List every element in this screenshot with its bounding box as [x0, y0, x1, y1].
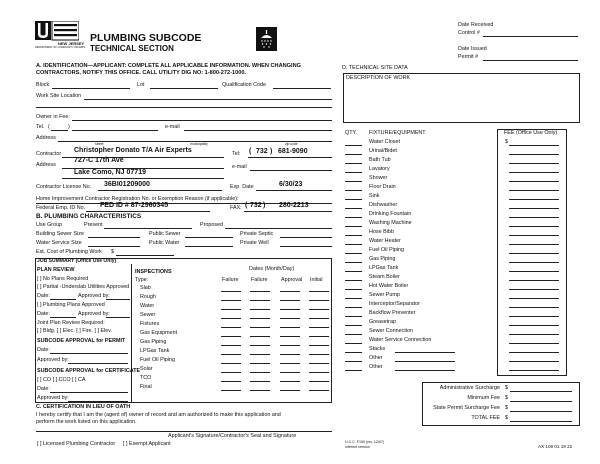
inspection-date-field[interactable] [250, 363, 270, 364]
logo-text: NEW JERSEY [58, 41, 85, 46]
inspection-date-field[interactable] [250, 381, 270, 382]
est-cost-field[interactable] [116, 255, 174, 256]
fixture-header: FIXTURE/EQUIPMENT [369, 130, 426, 136]
inspection-date-field[interactable] [221, 381, 241, 382]
fixture-qty-field[interactable] [345, 190, 362, 191]
inspection-date-field[interactable] [221, 363, 241, 364]
fixture-qty-field[interactable] [345, 316, 362, 317]
fixture-qty-field[interactable] [345, 145, 362, 146]
date-label-4: Date: [37, 386, 50, 392]
fixture-qty-field[interactable] [345, 271, 362, 272]
inspection-date-field[interactable] [250, 318, 270, 319]
fixture-qty-field[interactable] [345, 361, 362, 362]
fixture-qty-field[interactable] [345, 199, 362, 200]
fed-id-value[interactable]: FED ID # 87-2960345 [100, 202, 169, 209]
date-label-1: Date: [37, 293, 50, 299]
date-field-2[interactable] [50, 317, 76, 318]
fixture-extra-field[interactable] [395, 370, 455, 371]
owner-address-label: Address [36, 135, 56, 141]
owner-in-fee-label: Owner in Fee: [36, 114, 70, 120]
fixture-fee-field[interactable] [509, 190, 559, 191]
fixture-fee-field[interactable] [509, 199, 559, 200]
fixture-label: Drinking Fountain [369, 211, 412, 217]
total-field[interactable] [510, 391, 572, 392]
inspection-col-3: Initial [310, 277, 323, 283]
date-received-label: Date Received [458, 22, 494, 28]
qty-header: QTY. [345, 130, 357, 136]
description-of-work-label: DESCRIPTION OF WORK [346, 75, 411, 81]
fixture-label: Lavatory [369, 166, 390, 172]
public-sewer-label: Public Sewer [149, 231, 181, 237]
inspection-date-field[interactable] [309, 345, 329, 346]
inspection-date-field[interactable] [221, 327, 241, 328]
inspection-date-field[interactable] [280, 390, 300, 391]
inspection-date-field[interactable] [309, 381, 329, 382]
inspection-type-0: Slab [140, 285, 151, 291]
fixture-label: Sewer Pump [369, 292, 400, 298]
partial-checkbox[interactable]: [ ] Partial -Underslab Utilities Approved [37, 284, 130, 290]
fixture-label: Water Closet [369, 139, 400, 145]
inspection-date-field[interactable] [250, 309, 270, 310]
inspection-date-field[interactable] [280, 345, 300, 346]
fixture-extra-field[interactable] [395, 361, 455, 362]
inspection-date-field[interactable] [309, 300, 329, 301]
joint-plan-label: Joint Plan Review Required: [37, 320, 105, 326]
fixture-qty-field[interactable] [345, 289, 362, 290]
fixture-qty-field[interactable] [345, 343, 362, 344]
inspection-date-field[interactable] [280, 354, 300, 355]
inspection-date-field[interactable] [221, 390, 241, 391]
total-dollar: $ [505, 415, 508, 421]
license-value[interactable]: 36BI01209000 [104, 181, 150, 188]
contractor-address-line-1[interactable]: 727-C 17th Ave [74, 157, 124, 164]
job-summary-title: JOB SUMMARY (Office Use Only) [37, 258, 117, 264]
inspection-date-field[interactable] [250, 291, 270, 292]
license-field[interactable] [98, 190, 222, 191]
fed-id-label: Federal Emp. ID No. [36, 205, 86, 211]
qualification-code-field[interactable] [273, 88, 331, 89]
dates-header: Dates (Month/Day) [249, 266, 295, 272]
logo-subtext: DEPARTMENT OF COMMUNITY AFFAIRS [35, 46, 85, 49]
inspection-type-9: Solar [140, 366, 153, 372]
inspection-date-field[interactable] [250, 336, 270, 337]
fixture-label: Water Heater [369, 238, 401, 244]
inspection-date-field[interactable] [250, 390, 270, 391]
certification-text-2: perform the work listed on this application. [36, 419, 137, 425]
fixture-label: Water Service Connection [369, 337, 432, 343]
private-septic-label: Private Septic [240, 231, 274, 237]
inspection-date-field[interactable] [309, 309, 329, 310]
inspection-type-11: Final [140, 384, 152, 390]
est-cost-dollar: $ [111, 249, 114, 255]
fixture-label: Sink [369, 193, 380, 199]
approved-by-field-4[interactable] [68, 401, 128, 402]
approved-by-field-1[interactable] [106, 299, 130, 300]
use-group-label: Use Group [36, 222, 63, 228]
contractor-tel-field[interactable] [248, 157, 332, 158]
fixture-qty-field[interactable] [345, 208, 362, 209]
joint-plan-options[interactable]: [ ] Bldg. [ ] Elec. [ ] Fire. [ ] Elev. [37, 328, 113, 334]
fixture-fee-field[interactable] [509, 163, 559, 164]
fixture-fee-field[interactable] [509, 208, 559, 209]
block-label: Block [36, 82, 50, 88]
fixture-label: Hot Water Boiler [369, 283, 409, 289]
fax-area[interactable]: 732 [250, 202, 262, 209]
fixture-label: Backflow Preventer [369, 310, 416, 316]
public-sewer-field[interactable] [185, 237, 233, 238]
inspection-date-field[interactable] [250, 327, 270, 328]
control-field[interactable] [483, 36, 578, 37]
fixture-fee-field[interactable] [509, 280, 559, 281]
fixture-fee-field[interactable] [509, 316, 559, 317]
owner-tel-area-close: ) [68, 124, 70, 130]
fixture-fee-field[interactable] [509, 361, 559, 362]
fixture-qty-field[interactable] [345, 298, 362, 299]
total-dollar: $ [505, 405, 508, 411]
contractor-tel-area[interactable]: 732 [256, 148, 268, 155]
work-site-location-field[interactable] [84, 99, 332, 100]
inspection-date-field[interactable] [280, 336, 300, 337]
inspection-date-field[interactable] [309, 363, 329, 364]
inspection-date-field[interactable] [280, 363, 300, 364]
contractor-address-label: Address [36, 162, 56, 168]
private-septic-field[interactable] [280, 237, 332, 238]
fixture-fee-field[interactable] [509, 307, 559, 308]
inspection-date-field[interactable] [309, 372, 329, 373]
zip-hint: zip code [285, 142, 298, 146]
plumbing-plans-checkbox[interactable]: [ ] Plumbing Plans Approved [37, 302, 105, 308]
form-number: U.C.C. F150 (rev. 12/07) [345, 440, 385, 444]
inspection-date-field[interactable] [280, 291, 300, 292]
fixture-label: Hose Bibb [369, 229, 394, 235]
municipality-hint: municipality [190, 142, 208, 146]
date-field-1[interactable] [50, 299, 76, 300]
fixture-qty-field[interactable] [345, 352, 362, 353]
fixture-fee-field[interactable] [509, 289, 559, 290]
fixture-label: Interceptor/Separator [369, 301, 420, 307]
permit-field[interactable] [483, 60, 578, 61]
fixture-fee-field[interactable] [509, 154, 559, 155]
exempt-applicant-checkbox[interactable]: [ ] Exempt Applicant [123, 441, 171, 447]
section-b-heading: B. PLUMBING CHARACTERISTICS [36, 213, 142, 220]
owner-tel-area[interactable]: ( [48, 124, 50, 130]
total-label: Minimum Fee [467, 395, 500, 401]
inspection-date-field[interactable] [280, 318, 300, 319]
fixture-label: Urinal/Bidet [369, 148, 397, 154]
page-title: PLUMBING SUBCODE [90, 32, 202, 44]
fixture-fee-field[interactable] [509, 352, 559, 353]
date-label-2: Date: [37, 311, 50, 317]
fixture-fee-field[interactable] [509, 271, 559, 272]
approved-by-field-3[interactable] [68, 363, 128, 364]
permit-label: Permit # [458, 54, 479, 60]
inspection-date-field[interactable] [221, 372, 241, 373]
contractor-tel-number[interactable]: 681-9090 [278, 148, 308, 155]
fixture-label: Other [369, 364, 383, 370]
signature-field[interactable] [36, 431, 332, 432]
fixture-qty-field[interactable] [345, 325, 362, 326]
inspection-date-field[interactable] [221, 318, 241, 319]
inspection-col-0: Failure [222, 277, 239, 283]
fixture-fee-field[interactable] [509, 172, 559, 173]
date-field-3[interactable] [50, 353, 128, 354]
contractor-label: Contractor [36, 151, 62, 157]
present-label: Present [84, 222, 103, 228]
est-cost-label: Est. Cost of Plumbing Work [36, 249, 102, 255]
fixture-qty-field[interactable] [345, 253, 362, 254]
inspection-col-2: Approval [281, 277, 303, 283]
fax-label: FAX: [230, 205, 242, 211]
fixture-extra-field[interactable] [395, 352, 455, 353]
block-field[interactable] [52, 88, 130, 89]
fixture-fee-field[interactable] [509, 217, 559, 218]
inspection-date-field[interactable] [309, 327, 329, 328]
proposed-field[interactable] [225, 228, 332, 229]
inspection-date-field[interactable] [280, 327, 300, 328]
contractor-value[interactable]: Christopher Donato T/A Air Experts [74, 147, 192, 154]
internet-version: Internet version [345, 445, 370, 449]
inspection-type-1: Rough [140, 294, 156, 300]
inspection-date-field[interactable] [221, 300, 241, 301]
contractor-address-field-2[interactable] [62, 178, 224, 179]
signature-label: Applicant's Signature/Contractor's Seal and Signature [168, 433, 297, 439]
approved-by-label-4: Approved by: [37, 395, 69, 401]
inspection-type-8: Fuel Oil Piping [140, 357, 176, 363]
public-water-field[interactable] [185, 246, 233, 247]
lot-field[interactable] [150, 88, 218, 89]
inspection-date-field[interactable] [221, 309, 241, 310]
inspection-date-field[interactable] [250, 300, 270, 301]
fixture-fee-field[interactable] [509, 343, 559, 344]
fixture-label: Other [369, 355, 383, 361]
inspection-date-field[interactable] [280, 309, 300, 310]
exp-date-value[interactable]: 6/30/23 [279, 181, 303, 188]
inspection-type-6: Gas Piping [140, 339, 167, 345]
inspection-type-3: Sewer [140, 312, 156, 318]
inspection-type-5: Gas Equipment [140, 330, 178, 336]
subcode-approval-heading: SUBCODE APPROVAL for PERMIT [37, 338, 126, 344]
subcode-cert-heading: SUBCODE APPROVAL for CERTIFICATE [37, 368, 141, 374]
fee-dollar: $ [505, 139, 508, 145]
owner-tel-field[interactable] [72, 130, 158, 131]
page-subtitle: TECHNICAL SECTION [90, 44, 174, 53]
shower-icon [256, 27, 277, 51]
approved-by-label-2: Approved by: [78, 311, 110, 317]
fixture-label: Steam Boiler [369, 274, 400, 280]
fixture-label: Dishwasher [369, 202, 398, 208]
fixture-qty-field[interactable] [345, 154, 362, 155]
inspection-date-field[interactable] [221, 291, 241, 292]
approved-by-label-1: Approved by: [78, 293, 110, 299]
licensed-contractor-checkbox[interactable]: [ ] Licensed Plumbing Contractor [37, 441, 116, 447]
fixture-qty-field[interactable] [345, 370, 362, 371]
owner-tel-label: Tel. [36, 124, 45, 130]
qualification-code-label: Qualification Code [222, 82, 267, 88]
public-water-label: Public Water [149, 240, 180, 246]
fixture-qty-field[interactable] [345, 217, 362, 218]
no-plans-checkbox[interactable]: [ ] No Plans Required [37, 276, 89, 282]
lot-label: Lot [137, 82, 145, 88]
contractor-address-line-2[interactable]: Lake Como, NJ 07719 [74, 169, 146, 176]
inspection-date-field[interactable] [250, 372, 270, 373]
section-c-heading: C. CERTIFICATION IN LIEU OF OATH [36, 404, 131, 410]
fixture-label: Fuel Oil Piping [369, 247, 405, 253]
total-label: Administrative Surcharge [439, 385, 500, 391]
license-label: Contractor License No. [36, 184, 92, 190]
contractor-tel-label: Tel: [232, 151, 241, 157]
contractor-email-label: e-mail [232, 164, 247, 170]
total-field[interactable] [510, 411, 572, 412]
inspection-type-7: LPGas Tank [140, 348, 170, 354]
approved-by-label-3: Approved by: [37, 357, 69, 363]
private-well-field[interactable] [280, 246, 332, 247]
inspection-date-field[interactable] [309, 354, 329, 355]
fixture-label: Sewer Connection [369, 328, 414, 334]
fixture-fee-field[interactable] [509, 370, 559, 371]
private-well-label: Private Well [240, 240, 269, 246]
fixture-qty-field[interactable] [345, 280, 362, 281]
total-field[interactable] [510, 421, 572, 422]
fax-open: ( [245, 202, 248, 209]
section-d-heading: D. TECHNICAL SITE DATA [342, 65, 408, 71]
inspection-date-field[interactable] [221, 336, 241, 337]
hic-label: Home Improvement Contractor Registration No. or Exemption Reason (if applicable): [36, 196, 239, 202]
control-label: Control # [458, 30, 480, 36]
fixture-qty-field[interactable] [345, 244, 362, 245]
inspection-date-field[interactable] [309, 318, 329, 319]
inspection-date-field[interactable] [221, 345, 241, 346]
total-field[interactable] [510, 401, 572, 402]
inspection-date-field[interactable] [280, 372, 300, 373]
fixture-label: Bath Tub [369, 157, 391, 163]
contractor-email-field[interactable] [250, 170, 332, 171]
fixture-fee-field[interactable] [509, 253, 559, 254]
present-field[interactable] [104, 228, 192, 229]
exp-date-field[interactable] [256, 190, 332, 191]
job-summary-divider [131, 264, 132, 403]
fixture-label: Gas Piping [369, 256, 396, 262]
inspection-date-field[interactable] [309, 336, 329, 337]
fixture-qty-field[interactable] [345, 163, 362, 164]
owner-in-fee-field[interactable] [72, 120, 332, 121]
fed-id-field[interactable] [86, 211, 210, 212]
section-a-heading-2: CONTRACTORS, NOTIFY THIS OFFICE. CALL UTILITY DIG NO: 1-800-272-1000. [36, 70, 247, 76]
total-dollar: $ [505, 385, 508, 391]
exp-date-label: Exp. Date [230, 184, 254, 190]
work-site-location-label: Work Site Location [36, 93, 82, 99]
fax-close: ) [263, 202, 266, 209]
work-site-location-field-2[interactable] [36, 107, 332, 108]
inspections-type-label: Type: [135, 277, 149, 283]
water-service-label: Water Service Size [36, 240, 82, 246]
inspection-date-field[interactable] [221, 354, 241, 355]
building-sewer-field[interactable] [88, 237, 140, 238]
ax-number: AX 109 01 19 22 [538, 444, 573, 449]
fixture-qty-field[interactable] [345, 235, 362, 236]
inspection-date-field[interactable] [250, 354, 270, 355]
plan-review-heading: PLAN REVIEW [37, 267, 75, 273]
total-label: State Permit Surcharge Fee [433, 405, 500, 411]
street-hint: street [95, 142, 104, 146]
fixture-label: LPGas Tank [369, 265, 399, 271]
fixture-qty-field[interactable] [345, 181, 362, 182]
fixture-fee-field[interactable] [509, 262, 559, 263]
fixture-label: Washing Machine [369, 220, 412, 226]
fixture-label: Shower [369, 175, 388, 181]
date-issued-label: Date Issued [458, 46, 487, 52]
fixture-qty-field[interactable] [345, 226, 362, 227]
total-label: TOTAL FEE [471, 415, 500, 421]
section-a-heading-1: A. IDENTIFICATION—APPLICANT: COMPLETE ALL APPLICABLE INFORMATION. WHEN CHANGING [36, 63, 301, 69]
water-service-field[interactable] [88, 246, 140, 247]
fixture-fee-field[interactable] [509, 334, 559, 335]
date-field-4[interactable] [50, 392, 128, 393]
fax-number[interactable]: 280-2213 [279, 202, 309, 209]
inspection-date-field[interactable] [250, 345, 270, 346]
fixture-fee-field[interactable] [509, 181, 559, 182]
fixture-qty-field[interactable] [345, 334, 362, 335]
inspections-heading: INSPECTIONS [135, 269, 172, 275]
approved-by-field-2[interactable] [106, 317, 130, 318]
owner-email-field[interactable] [184, 130, 332, 131]
fixture-fee-field[interactable] [509, 298, 559, 299]
fixture-fee-field[interactable] [509, 226, 559, 227]
inspection-date-field[interactable] [309, 390, 329, 391]
inspection-col-1: Failure [251, 277, 268, 283]
date-label-3: Date: [37, 347, 50, 353]
fixture-label: Stacks [369, 346, 386, 352]
proposed-label: Proposed [200, 222, 224, 228]
fixture-fee-field[interactable] [509, 145, 559, 146]
certification-text-1: I hereby certify that I am the (agent of) owner of record and am authorized to make this application and [36, 412, 281, 418]
building-sewer-label: Building Sewer Size [36, 231, 84, 237]
fixture-label: Floor Drain [369, 184, 396, 190]
cert-options[interactable]: [ ] CO [ ] CCO [ ] CA [37, 377, 86, 383]
inspection-date-field[interactable] [309, 291, 329, 292]
inspection-type-2: Water [140, 303, 155, 309]
fixture-fee-field[interactable] [509, 325, 559, 326]
inspection-type-10: TCO [140, 375, 152, 381]
fax-field[interactable] [244, 211, 332, 212]
fixture-qty-field[interactable] [345, 262, 362, 263]
total-dollar: $ [505, 395, 508, 401]
contractor-tel-close: ) [270, 148, 273, 155]
fixture-fee-field[interactable] [509, 244, 559, 245]
fixture-qty-field[interactable] [345, 307, 362, 308]
owner-email-label: e-mail [165, 124, 180, 130]
fixture-qty-field[interactable] [345, 172, 362, 173]
inspection-type-4: Fixtures [140, 321, 160, 327]
fixture-fee-field[interactable] [509, 235, 559, 236]
contractor-tel-open: ( [249, 148, 252, 155]
owner-tel-area-field[interactable] [51, 130, 68, 131]
inspection-date-field[interactable] [280, 381, 300, 382]
fee-header: FEE (Office Use Only) [504, 130, 558, 136]
fixture-label: Greasetrap [369, 319, 396, 325]
inspection-date-field[interactable] [280, 300, 300, 301]
